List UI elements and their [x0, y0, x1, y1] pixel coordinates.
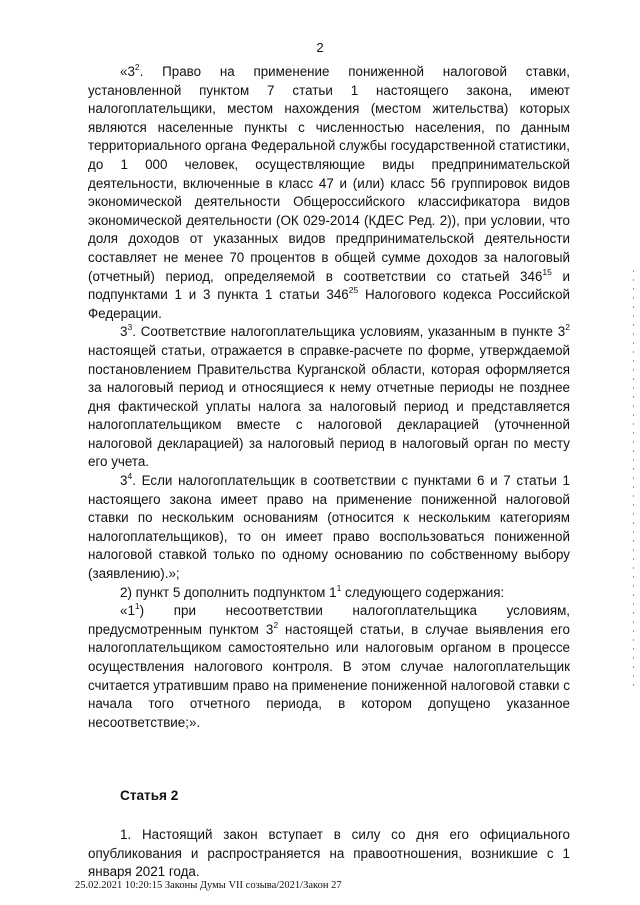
article-2-body — [88, 826, 570, 882]
paragraph-subitem-1-1: «$1^1$) при несоответствии налогоплательщика условиям, предусмотренным пунктом $3^2$ настоящей статьи, в случае выявления его налогоплательщиком самостоятельно или налоговым органом в процессе осуществления налогового контроля. В этом случае налогоплательщик считается утратившим право на применение пониженной налоговой ставки с начала того отчетного периода, в котором допущено указанное несоответствие;». — [88, 601, 570, 730]
article-heading: Статья 2 — [120, 788, 179, 803]
scan-edge-marks — [633, 270, 634, 690]
document-body — [88, 63, 570, 732]
paragraph-3-4: $3^4$. Если налогоплательщик в соответствии с пунктами 6 и 7 статьи 1 настоящего закона имеет право на применение пониженной налоговой ставки по нескольким основаниям (относится к нескольким категориям налогоплательщиков), то он имеет право воспользоваться пониженной налоговой ставкой только по одному основанию по собственному выбору (заявлению).»; — [88, 471, 570, 582]
paragraph-3-3: $3^3$. Соответствие налогоплательщика условиям, указанным в пункте $3^2$ настоящей статьи, отражается в справке-расчете по форме, утверждаемой постановлением Правительства Курганской области, которая оформляется за налоговый период и относящиеся к нему отчетные периоды не позднее дня фактической уплаты налога за налоговый период и представляется налогоплательщиком вместе с налоговой декларацией (уточненной налоговой декларацией) за налоговый период в налоговый орган по месту его учета. — [88, 322, 570, 470]
final-paragraph: 1. Настоящий закон вступает в силу со дня его официального опубликования и распространяется на правоотношения, возникшие с 1 января 2021 года. — [88, 827, 570, 880]
page-number: 2 — [316, 40, 324, 55]
paragraph-3-2: «$3^2$. Право на применение пониженной налоговой ставки, установленной пунктом 7 статьи 1 настоящего закона, имеют налогоплательщики, местом нахождения (местом жительства) которых являются населенные пункты с численностью населения, по данным территориального органа Федеральной службы государственной статистики, до 1 000 человек, осуществляющие виды предпринимательской деятельности, включенные в класс 47 и (или) класс 56 группировок видов экономической деятельности Общероссийского классификатора видов экономической деятельности (ОК 029-2014 (КДЕС Ред. 2)), при условии, что доля доходов от указанных видов предпринимательской деятельности составляет не менее 70 процентов в общей сумме доходов за налоговый (отчетный) период, определяемой в соответствии со статьей $346^{15}$ и подпунктами 1 и 3 пункта 1 статьи $346^{25}$ Налогового кодекса Российской Федерации. — [88, 62, 570, 321]
document-footer: 25.02.2021 10:20:15 Законы Думы VII созыва/2021/Закон 27 — [75, 880, 342, 891]
paragraph-item-2: 2) пункт 5 дополнить подпунктом $1^1$ следующего содержания: — [120, 582, 505, 600]
